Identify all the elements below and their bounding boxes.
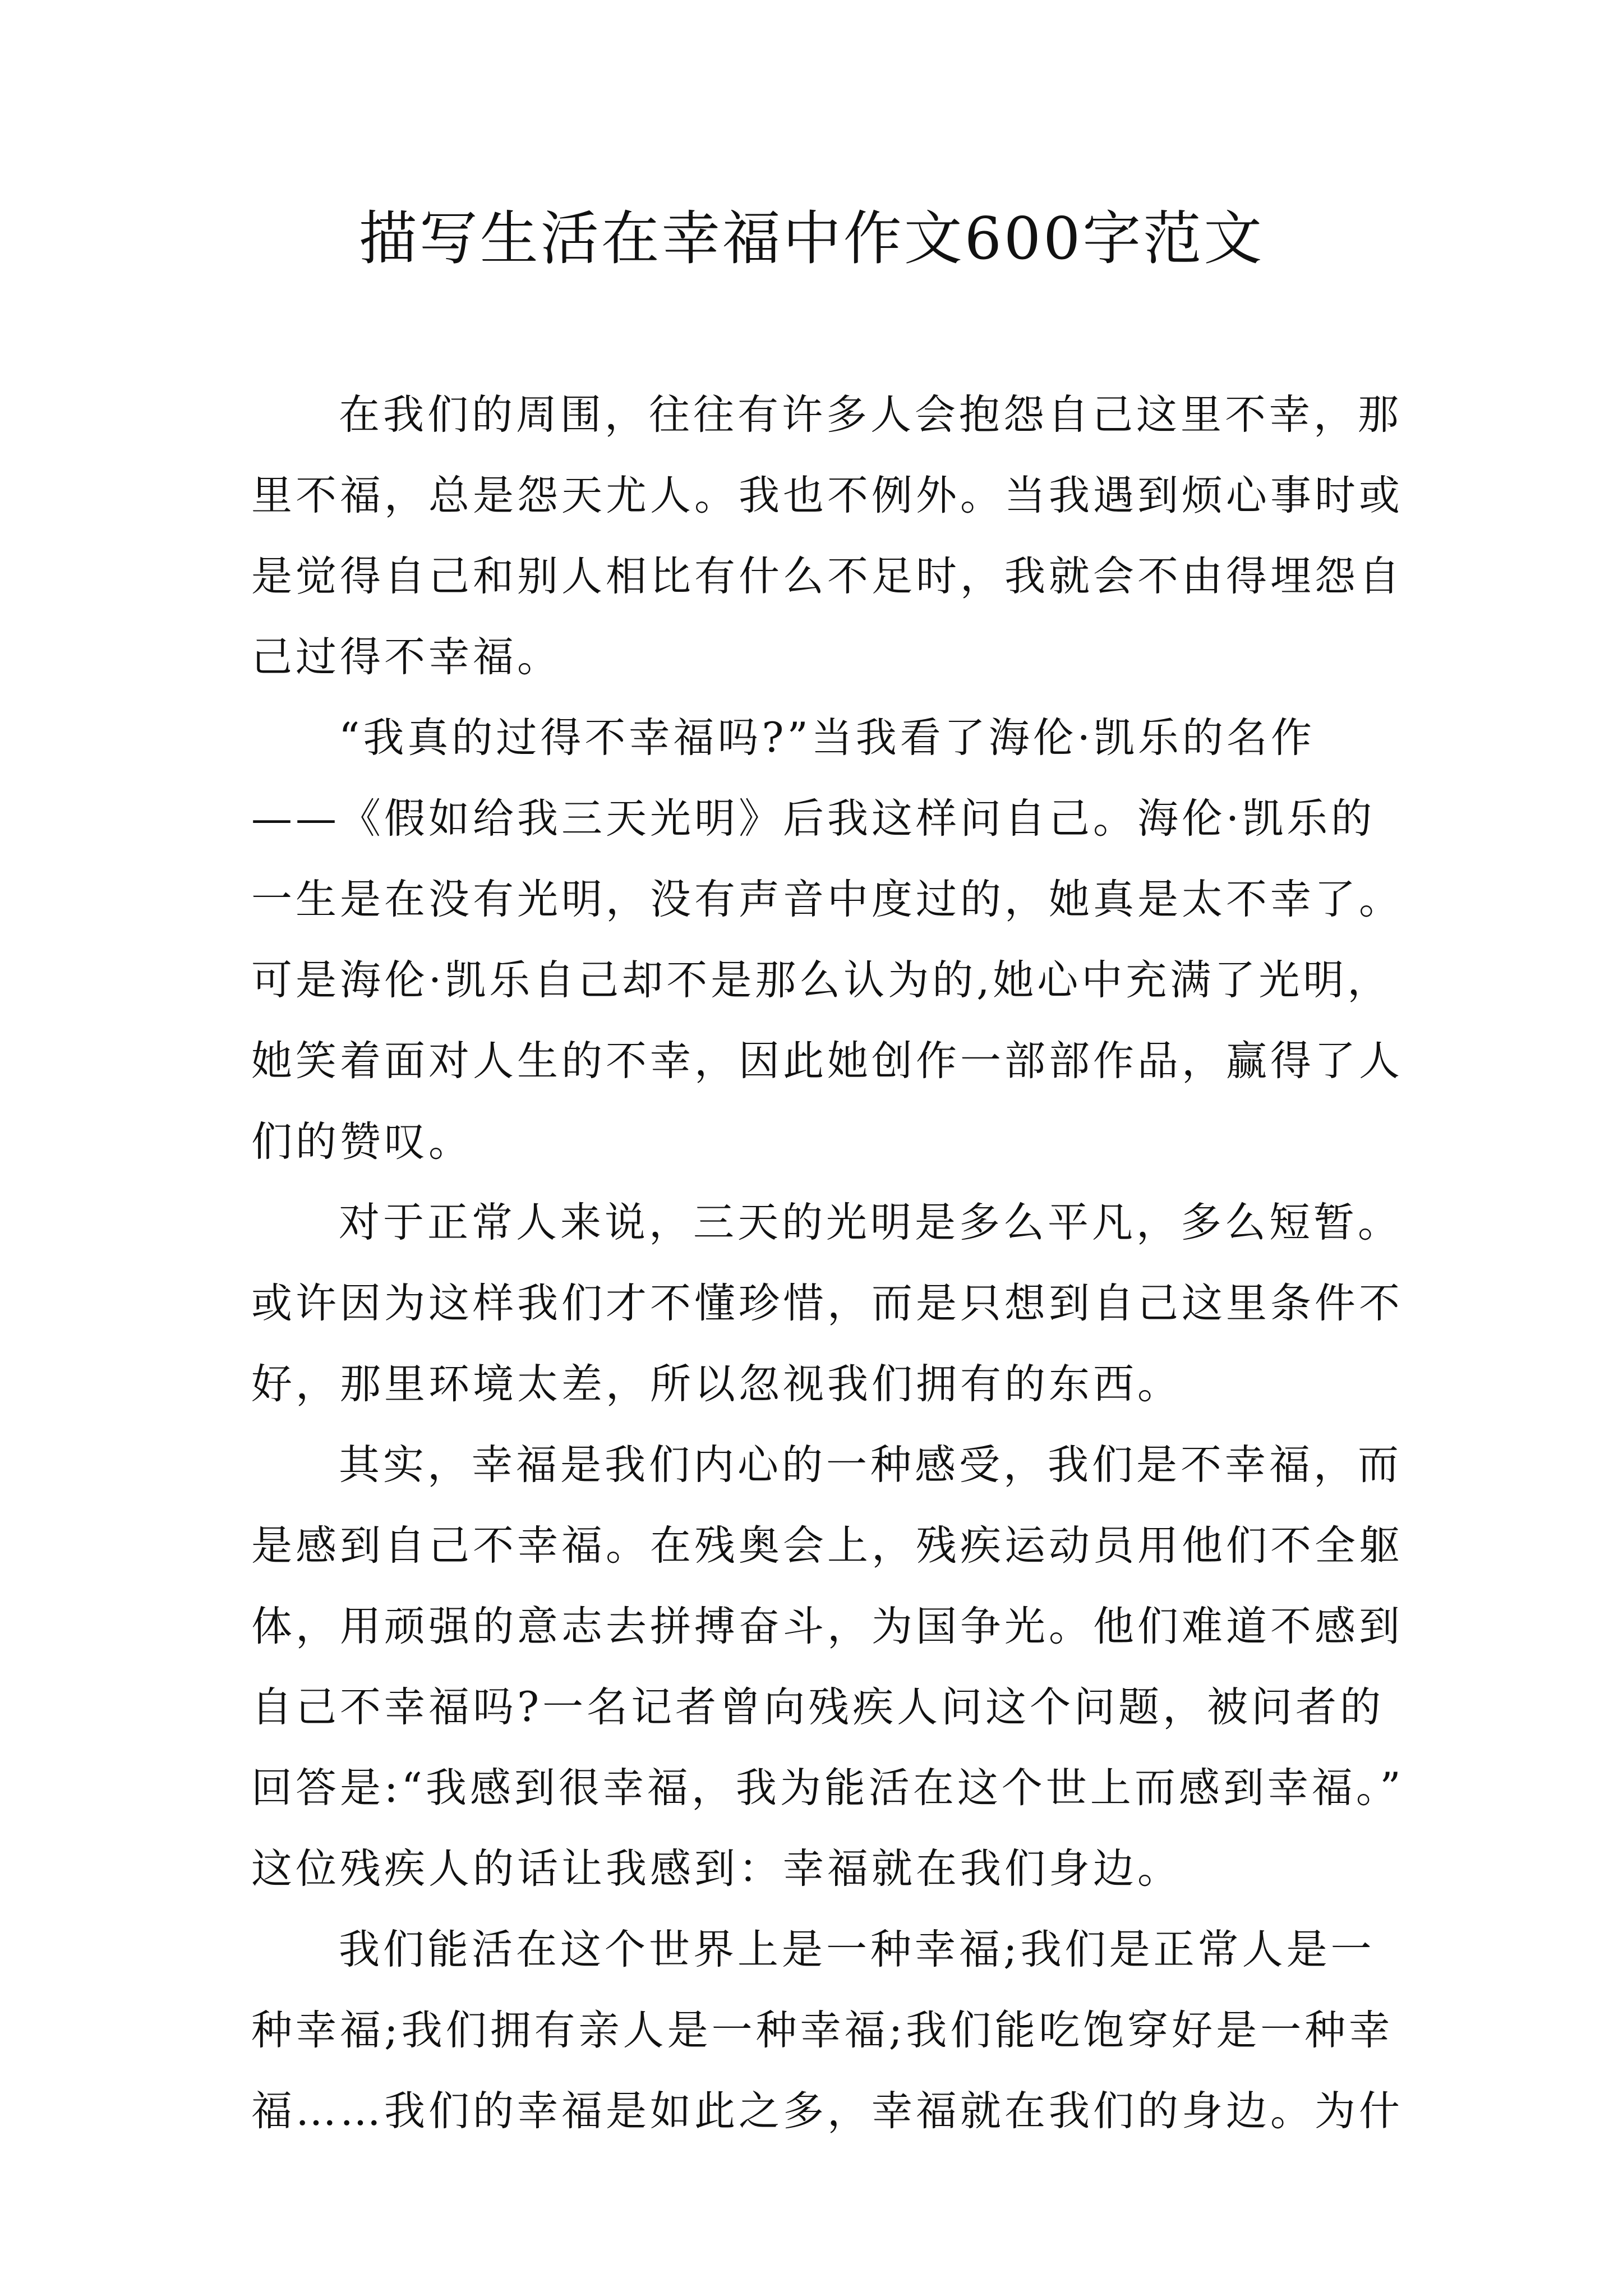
text-line: 一生是在没有光明，没有声音中度过的，她真是太不幸了。 xyxy=(251,876,1403,923)
text-line: 好，那里环境太差，所以忽视我们拥有的东西。 xyxy=(251,1360,1182,1408)
text-line: 她笑着面对人生的不幸，因此她创作一部部作品，赢得了人 xyxy=(251,1037,1403,1085)
text-line: 们的赞叹。 xyxy=(251,1118,473,1166)
document-title: 描写生活在幸福中作文600字范文 xyxy=(358,204,1265,273)
text-line: 或许因为这样我们才不懂珍惜，而是只想到自己这里条件不 xyxy=(251,1280,1403,1327)
text-line: 里不福，总是怨天尤人。我也不例外。当我遇到烦心事时或 xyxy=(251,472,1403,519)
document-body xyxy=(251,375,1429,2152)
paragraph-1 xyxy=(251,375,1429,698)
text-line: 是感到自己不幸福。在残奥会上，残疾运动员用他们不全躯 xyxy=(251,1522,1403,1570)
text-line: 回答是:“我感到很幸福，我为能活在这个世上而感到幸福。” xyxy=(251,1764,1404,1812)
text-line: 可是海伦·凯乐自己却不是那么认为的,她心中充满了光明， xyxy=(251,956,1392,1004)
text-line: 是觉得自己和别人相比有什么不足时，我就会不由得埋怨自 xyxy=(251,553,1403,600)
text-line: “我真的过得不幸福吗?”当我看了海伦·凯乐的名作 xyxy=(339,714,1315,762)
text-line: 自己不幸福吗?一名记者曾向残疾人问这个问题，被问者的 xyxy=(251,1683,1385,1731)
paragraph-3 xyxy=(251,1182,1429,1425)
text-line: 体，用顽强的意志去拼搏奋斗，为国争光。他们难道不感到 xyxy=(251,1603,1403,1650)
text-line: ——《假如给我三天光明》后我这样问自己。海伦·凯乐的 xyxy=(251,795,1376,843)
text-line: 其实，幸福是我们内心的一种感受，我们是不幸福，而 xyxy=(339,1441,1402,1489)
text-line: 福……我们的幸福是如此之多，幸福就在我们的身边。为什 xyxy=(251,2087,1403,2135)
paragraph-4 xyxy=(251,1425,1429,1910)
text-line: 我们能活在这个世界上是一种幸福;我们是正常人是一 xyxy=(339,1926,1375,1973)
text-line: 种幸福;我们拥有亲人是一种幸福;我们能吃饱穿好是一种幸 xyxy=(251,2007,1394,2054)
paragraph-5 xyxy=(251,1910,1429,2152)
text-line: 在我们的周围，往往有许多人会抱怨自己这里不幸，那 xyxy=(339,391,1402,439)
text-line: 对于正常人来说，三天的光明是多么平凡，多么短暂。 xyxy=(339,1199,1402,1246)
text-line: 这位残疾人的话让我感到：幸福就在我们身边。 xyxy=(251,1845,1182,1893)
text-line: 己过得不幸福。 xyxy=(251,633,561,681)
paragraph-2 xyxy=(251,698,1429,1182)
